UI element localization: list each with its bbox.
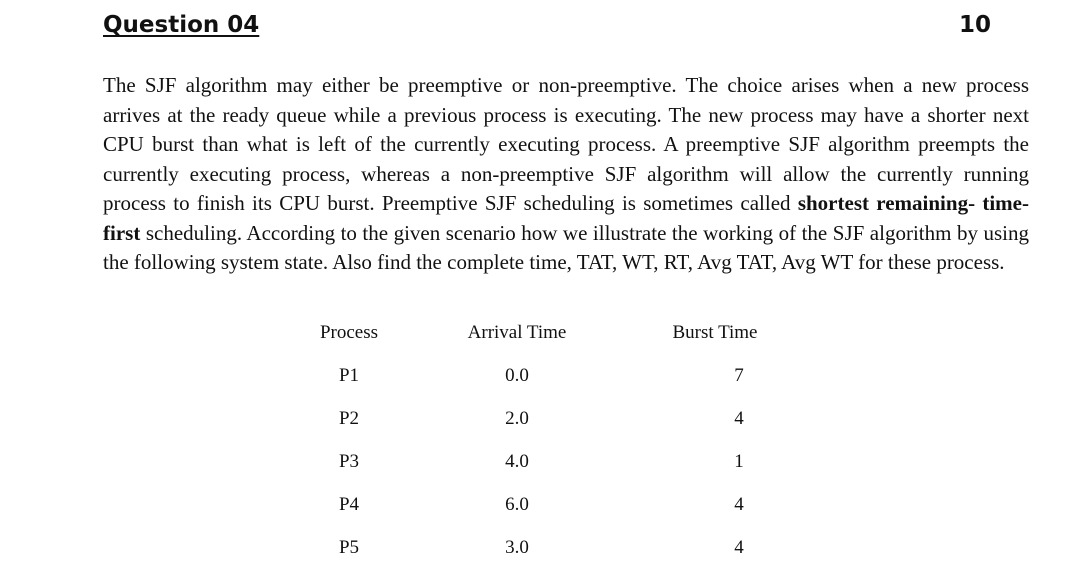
paragraph-bold-term: shortest remaining- time-first bbox=[103, 191, 1029, 245]
process-cell: P1 bbox=[338, 364, 360, 386]
question-header bbox=[103, 8, 991, 44]
process-cell: P3 bbox=[338, 450, 360, 472]
process-table bbox=[290, 312, 804, 569]
paragraph-text-start: The SJF algorithm may either be preemptive or non-preemptive. The choice arises when a new process arrives at the ready queue while a previous process is executing. The new process may have a shorter next CPU burst than what is left of the currently executing process. A preemptive SJF algorithm preempts the currently executing process, whereas a non-preemptive SJF algorithm will allow the currently running process to finish its CPU burst. Preemptive SJF scheduling is sometimes called bbox=[103, 73, 1029, 215]
arrival-time-cell: 2.0 bbox=[505, 407, 529, 429]
table-row bbox=[290, 397, 804, 440]
process-cell: P4 bbox=[338, 493, 360, 515]
question-paragraph bbox=[103, 71, 1029, 278]
process-cell: P5 bbox=[338, 536, 360, 558]
table-header-row bbox=[290, 312, 804, 354]
table-row bbox=[290, 354, 804, 397]
question-title: Question 04 bbox=[103, 12, 260, 38]
burst-time-cell: 4 bbox=[734, 493, 744, 515]
burst-time-cell: 1 bbox=[734, 450, 744, 472]
table-row bbox=[290, 483, 804, 526]
arrival-time-cell: 0.0 bbox=[505, 364, 529, 386]
burst-time-cell: 4 bbox=[734, 536, 744, 558]
arrival-time-cell: 4.0 bbox=[505, 450, 529, 472]
header-burst-time: Burst Time bbox=[672, 322, 758, 343]
burst-time-cell: 7 bbox=[734, 364, 744, 386]
paragraph-text-end: scheduling. According to the given scenario how we illustrate the working of the SJF algorithm by using the following system state. Also find the complete time, TAT, WT, RT, Avg TAT, Avg WT for these process. bbox=[103, 220, 1029, 274]
header-process: Process bbox=[319, 322, 379, 343]
table-row bbox=[290, 526, 804, 569]
arrival-time-cell: 3.0 bbox=[505, 536, 529, 558]
header-arrival-time: Arrival Time bbox=[467, 322, 567, 343]
table-row bbox=[290, 440, 804, 483]
question-marks: 10 bbox=[958, 12, 991, 38]
arrival-time-cell: 6.0 bbox=[505, 493, 529, 515]
burst-time-cell: 4 bbox=[734, 407, 744, 429]
process-cell: P2 bbox=[338, 407, 360, 429]
